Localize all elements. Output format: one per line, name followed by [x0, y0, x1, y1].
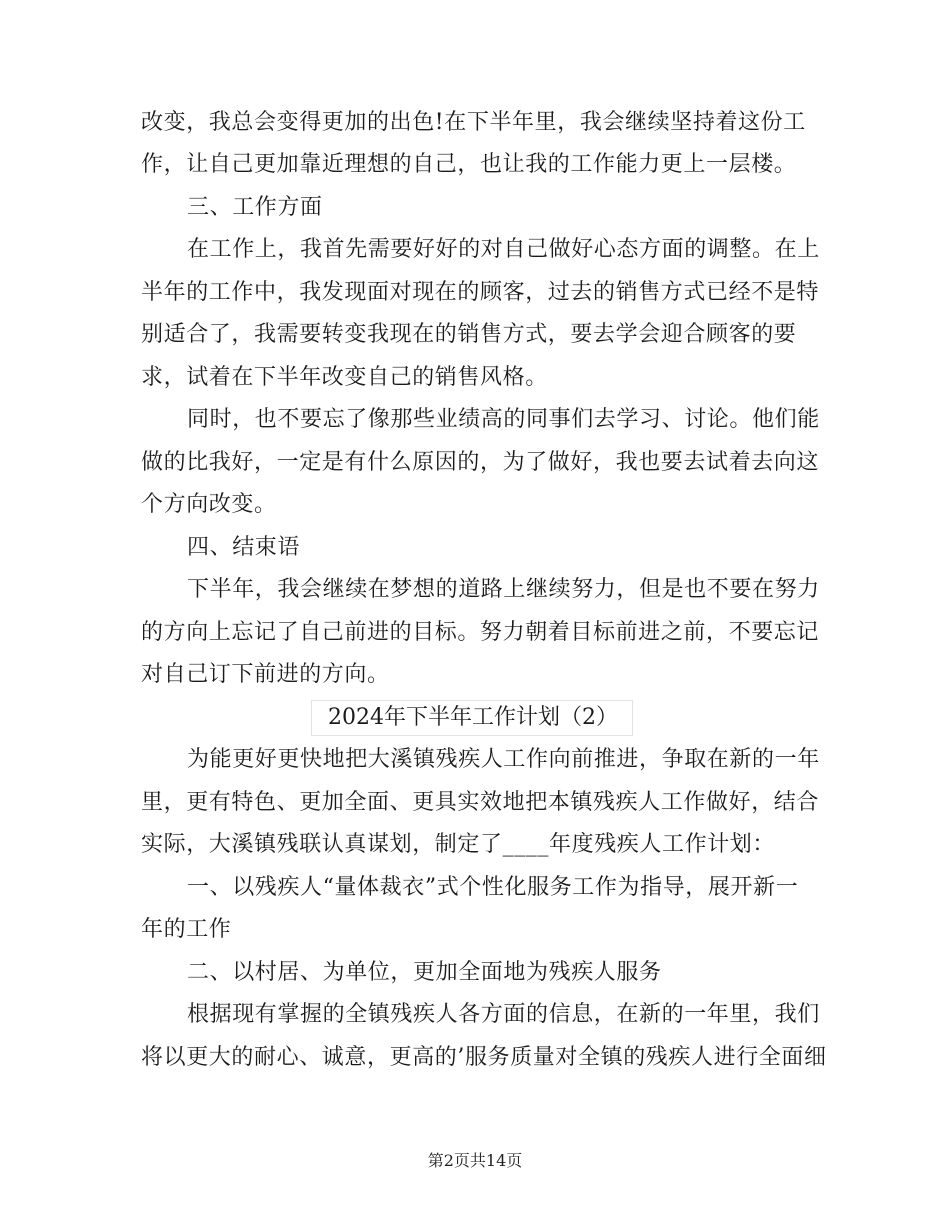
section-heading: 二、以村居、为单位，更加全面地为残疾人服务: [187, 960, 662, 985]
section-title-box: [311, 700, 633, 736]
paragraph-line: 在工作上，我首先需要好好的对自己做好心态方面的调整。在上: [187, 237, 820, 262]
paragraph-line: 个方向改变。: [141, 492, 277, 517]
paragraph-line: 对自己订下前进的方向。: [141, 662, 390, 687]
paragraph-line: 为能更好更快地把大溪镇残疾人工作向前推进，争取在新的一年: [187, 747, 820, 772]
paragraph-line: 求，试着在下半年改变自己的销售风格。: [141, 365, 548, 390]
paragraph-line: 的方向上忘记了自己前进的目标。努力朝着目标前进之前，不要忘记: [141, 620, 820, 645]
paragraph-line: 半年的工作中，我发现面对现在的顾客，过去的销售方式已经不是特: [141, 280, 820, 305]
paragraph-line: 将以更大的耐心、诚意，更高的’服务质量对全镇的残疾人进行全面细: [141, 1045, 827, 1070]
paragraph-line: 下半年，我会继续在梦想的道路上继续努力，但是也不要在努力: [187, 577, 820, 602]
section-title: 2024年下半年工作计划（2）: [328, 705, 618, 730]
section-heading: 三、工作方面: [187, 195, 323, 220]
paragraph-line: 做的比我好，一定是有什么原因的，为了做好，我也要去试着去向这: [141, 450, 820, 475]
paragraph-line: 里，更有特色、更加全面、更具实效地把本镇残疾人工作做好，结合: [141, 790, 820, 815]
page-number: 第2页共14页: [427, 1151, 523, 1170]
paragraph-line: 同时，也不要忘了像那些业绩高的同事们去学习、讨论。他们能: [187, 407, 820, 432]
paragraph-line: 根据现有掌握的全镇残疾人各方面的信息，在新的一年里，我们: [187, 1002, 820, 1027]
paragraph-line: 作，让自己更加靠近理想的自己，也让我的工作能力更上一层楼。: [141, 152, 797, 177]
section-heading: 四、结束语: [187, 535, 301, 560]
paragraph-line: 实际，大溪镇残联认真谋划，制定了____年度残疾人工作计划：: [141, 832, 776, 857]
paragraph-line: 年的工作: [141, 917, 232, 942]
paragraph-line: 别适合了，我需要转变我现在的销售方式，要去学会迎合顾客的要: [141, 322, 797, 347]
paragraph-line: 一、以残疾人“量体裁衣”式个性化服务工作为指导，展开新一: [187, 875, 799, 900]
paragraph-line: 改变，我总会变得更加的出色!在下半年里，我会继续坚持着这份工: [141, 110, 806, 135]
